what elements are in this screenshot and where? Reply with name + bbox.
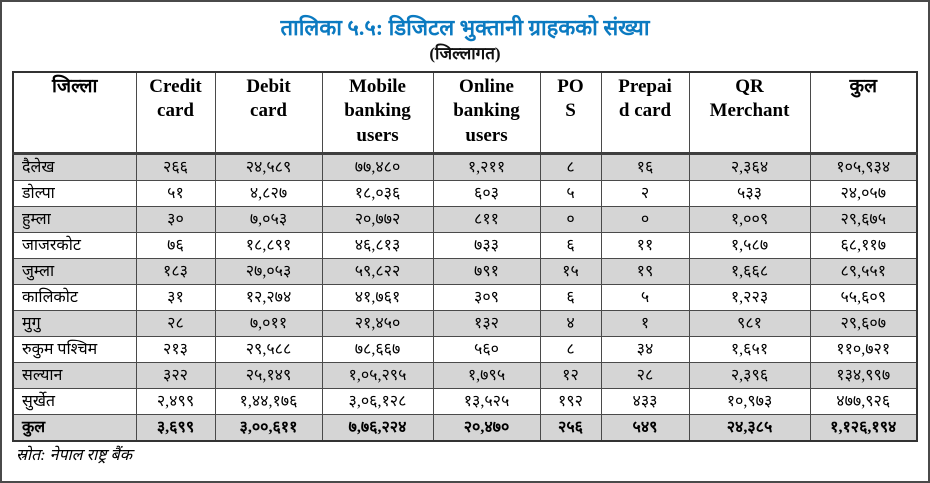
value-cell: ६ [540,284,601,310]
value-cell: ७९१ [433,258,540,284]
table-title: तालिका ५.५: डिजिटल भुक्तानी ग्राहकको संख्या [280,15,650,40]
value-cell: १८,०३६ [322,180,433,206]
table-row-mugu [13,310,917,336]
value-cell: १,७९५ [433,362,540,388]
value-cell: ३४ [601,336,689,362]
table-row-surkhet [13,388,917,414]
value-cell: १,१२६,१९४ [810,414,917,441]
value-cell: १३४,९९७ [810,362,917,388]
value-cell: १५ [540,258,601,284]
value-cell: ८ [540,153,601,180]
value-cell: ५१ [136,180,215,206]
value-cell: ७,७६,२२४ [322,414,433,441]
table-row-rukum-west [13,336,917,362]
table-subtitle: (जिल्लागत) [429,44,501,64]
table-row-humla [13,206,917,232]
value-cell: ६ [540,232,601,258]
value-cell: १,५८७ [689,232,810,258]
value-cell: १ [601,310,689,336]
col-header-label: कुल [849,75,877,97]
value-cell: १३,५२५ [433,388,540,414]
value-cell: २०,७७२ [322,206,433,232]
value-cell: १०,९७३ [689,388,810,414]
value-cell: ४६,८१३ [322,232,433,258]
district-cell: रुकुम पश्चिम [13,336,136,362]
value-cell: ४१,७६१ [322,284,433,310]
value-cell: २,३९६ [689,362,810,388]
value-cell: ७,०११ [215,310,322,336]
value-cell: ५४९ [601,414,689,441]
value-cell: ८११ [433,206,540,232]
value-cell: ४,८२७ [215,180,322,206]
col-header-qr-merchant [689,72,810,154]
value-cell: १२ [540,362,601,388]
digital-payment-customers-table [12,71,918,442]
value-cell: १,२२३ [689,284,810,310]
value-cell: ८९,५५१ [810,258,917,284]
value-cell: १,००९ [689,206,810,232]
value-cell: ११०,७२१ [810,336,917,362]
value-cell: ५३३ [689,180,810,206]
table-row-jumla [13,258,917,284]
value-cell: २१,४५० [322,310,433,336]
value-cell: ३०९ [433,284,540,310]
value-cell: १९ [601,258,689,284]
district-cell: डोल्पा [13,180,136,206]
value-cell: १२,२७४ [215,284,322,310]
col-header-credit-card [136,72,215,154]
table-row-dailekh [13,153,917,180]
table-row-salyan [13,362,917,388]
value-cell: ५५,६०९ [810,284,917,310]
value-cell: ३१ [136,284,215,310]
value-cell: ६८,११७ [810,232,917,258]
value-cell: ३,६९९ [136,414,215,441]
district-cell: कुल [13,414,136,441]
value-cell: ४३३ [601,388,689,414]
value-cell: २५,१४९ [215,362,322,388]
source-note: स्रोत: नेपाल राष्ट्र बैंक [16,446,132,464]
col-header-label: Prepaid card [618,75,672,122]
value-cell: २९,६०७ [810,310,917,336]
value-cell: २४,३८५ [689,414,810,441]
district-cell: मुगु [13,310,136,336]
col-header-prepaid-card [601,72,689,154]
value-cell: २९,६७५ [810,206,917,232]
col-header-label: Credit card [149,75,202,122]
value-cell: २,४९९ [136,388,215,414]
district-cell: सुर्खेत [13,388,136,414]
value-cell: ५ [540,180,601,206]
col-header-label: Debit card [246,75,291,122]
district-cell: कालिकोट [13,284,136,310]
value-cell: ७,०५३ [215,206,322,232]
value-cell: १,४४,१७६ [215,388,322,414]
value-cell: १,२११ [433,153,540,180]
col-header-label: Mobile banking users [344,75,411,147]
value-cell: ५६० [433,336,540,362]
value-cell: ७७,४८० [322,153,433,180]
district-cell: जुम्ला [13,258,136,284]
col-header-district [13,72,136,154]
value-cell: २८ [601,362,689,388]
table-row-jajarkot [13,232,917,258]
value-cell: ३,००,६११ [215,414,322,441]
value-cell: १६ [601,153,689,180]
value-cell: ५९,८२२ [322,258,433,284]
value-cell: ६०३ [433,180,540,206]
value-cell: २५६ [540,414,601,441]
district-cell: दैलेख [13,153,136,180]
col-header-label: जिल्ला [52,75,98,97]
value-cell: १,६५१ [689,336,810,362]
value-cell: २१३ [136,336,215,362]
value-cell: २४,०५७ [810,180,917,206]
value-cell: १०५,९३४ [810,153,917,180]
value-cell: ० [540,206,601,232]
value-cell: २ [601,180,689,206]
value-cell: ४ [540,310,601,336]
value-cell: १८३ [136,258,215,284]
table-row-dolpa [13,180,917,206]
district-cell: सल्यान [13,362,136,388]
header-row [13,72,917,154]
value-cell: १९२ [540,388,601,414]
value-cell: २७,०५३ [215,258,322,284]
col-header-total [810,72,917,154]
value-cell: २६६ [136,153,215,180]
value-cell: १,०५,२९५ [322,362,433,388]
col-header-label: QR Merchant [709,75,790,122]
value-cell: २८ [136,310,215,336]
value-cell: २९,५८८ [215,336,322,362]
value-cell: ३० [136,206,215,232]
value-cell: ७३३ [433,232,540,258]
col-header-debit-card [215,72,322,154]
value-cell: २४,५८९ [215,153,322,180]
value-cell: २०,४७० [433,414,540,441]
value-cell: १,६६८ [689,258,810,284]
col-header-pos [540,72,601,154]
value-cell: ११ [601,232,689,258]
value-cell: ७६ [136,232,215,258]
table-row-total [13,414,917,441]
table-row-kalikot [13,284,917,310]
district-cell: हुम्ला [13,206,136,232]
col-header-label: POS [557,75,584,122]
value-cell: ८ [540,336,601,362]
value-cell: ३,०६,१२८ [322,388,433,414]
col-header-label: Online banking users [453,75,520,147]
district-cell: जाजरकोट [13,232,136,258]
value-cell: ७८,६६७ [322,336,433,362]
value-cell: १८,८९१ [215,232,322,258]
col-header-online-banking [433,72,540,154]
col-header-mobile-banking [322,72,433,154]
value-cell: ३२२ [136,362,215,388]
value-cell: ४७७,९२६ [810,388,917,414]
value-cell: ० [601,206,689,232]
value-cell: ५ [601,284,689,310]
value-cell: १३२ [433,310,540,336]
value-cell: २,३६४ [689,153,810,180]
value-cell: ९८१ [689,310,810,336]
